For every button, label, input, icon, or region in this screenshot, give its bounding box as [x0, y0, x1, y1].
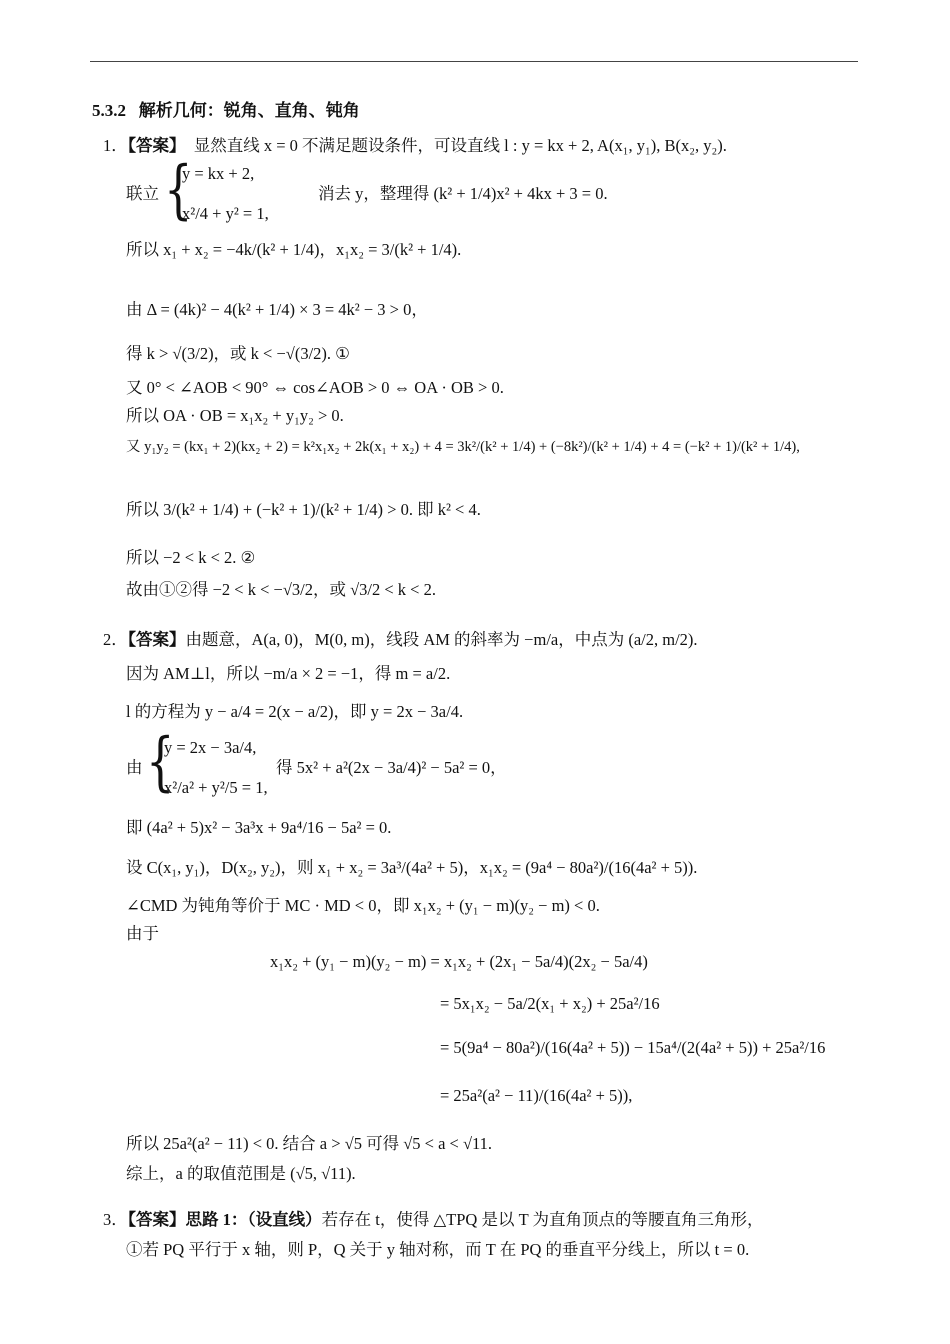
- p2-line-7: ∠CMD 为钝角等价于 MC · MD < 0，即 x₁x₂ + (y₁ − m)(y₂ − m) < 0.: [126, 896, 600, 915]
- p2-derivation-3: = 5(9a⁴ − 80a²)/(16(4a² + 5)) − 15a⁴/(2(4a² + 5)) + 25a²/16: [440, 1038, 826, 1057]
- p1-line-5: 得 k > √(3/2)，或 k < −√(3/2). ①: [126, 344, 350, 363]
- p2-text-1: 由题意，A(a, 0)，M(0, m)，线段 AM 的斜率为 −m/a，中点为 (a/2, m/2).: [185, 630, 698, 649]
- p2-system-result: 得 5x² + a²(2x − 3a/4)² − 5a² = 0，: [276, 758, 507, 777]
- p2-derivation-2: = 5x₁x₂ − 5a/2(x₁ + x₂) + 25a²/16: [440, 994, 660, 1013]
- p1-line-8: 又 y₁y₂ = (kx₁ + 2)(kx₂ + 2) = k²x₁x₂ + 2k(x₁ + x₂) + 4 = 3k²/(k² + 1/4) + (−8k²)/(k² + 1/4) + 4 = (−k² + 1)/(k² + 1/4),: [126, 439, 800, 455]
- p2-line-6: 设 C(x₁, y₁)，D(x₂, y₂)，则 x₁ + x₂ = 3a³/(4a² + 5)，x₁x₂ = (9a⁴ − 80a²)/(16(4a² + 5)).: [126, 858, 698, 877]
- p2-derivation-4: = 25a²(a² − 11)/(16(4a² + 5)),: [440, 1086, 633, 1105]
- p2-system-label: 由: [126, 758, 143, 777]
- p1-system-brace: {: [164, 153, 193, 227]
- p3-number: 3．: [103, 1210, 128, 1229]
- p1-number: 1．: [103, 136, 128, 155]
- p1-text-1: 显然直线 x = 0 不满足题设条件，可设直线 l : y = kx + 2, A(x₁, y₁), B(x₂, y₂).: [193, 136, 727, 155]
- section-number: 5.3.2: [92, 101, 126, 120]
- p3-approach: 思路 1：（设直线）: [185, 1210, 322, 1229]
- p2-system-brace: {: [146, 725, 175, 799]
- p2-number: 2．: [103, 630, 128, 649]
- p2-system-eq1: y = 2x − 3a/4,: [164, 738, 257, 757]
- p2-system-eq2: x²/a² + y²/5 = 1,: [164, 778, 268, 797]
- p1-line-10: 所以 −2 < k < 2. ②: [126, 548, 256, 567]
- p1-line-4: 由 Δ = (4k)² − 4(k² + 1/4) × 3 = 4k² − 3 > 0，: [126, 300, 428, 319]
- p1-system-eq2: x²/4 + y² = 1,: [182, 204, 269, 223]
- p2-line-9: 所以 25a²(a² − 11) < 0. 结合 a > √5 可得 √5 < a < √11.: [126, 1134, 493, 1153]
- p2-line-10: 综上，a 的取值范围是 (√5, √11).: [126, 1164, 356, 1183]
- p1-line-6: 又 0° < ∠AOB < 90° ⇔ cos∠AOB > 0 ⇔ OA · OB > 0.: [126, 378, 504, 397]
- p3-answer-tag: 【答案】: [127, 1210, 186, 1229]
- p1-answer-tag: 【答案】: [127, 136, 186, 155]
- p2-line-1: [103, 632, 698, 649]
- p2-answer-tag: 【答案】: [127, 630, 186, 649]
- p2-line-8: 由于: [126, 924, 159, 943]
- p1-system-eq1: y = kx + 2,: [182, 164, 255, 183]
- p2-line-3: l 的方程为 y − a/4 = 2(x − a/2)，即 y = 2x − 3a/4.: [126, 702, 464, 721]
- p1-line-11: 故由①②得 −2 < k < −√3/2，或 √3/2 < k < 2.: [126, 580, 436, 599]
- p1-line-9: 所以 3/(k² + 1/4) + (−k² + 1)/(k² + 1/4) > 0. 即 k² < 4.: [126, 500, 481, 519]
- p1-line-3: 所以 x₁ + x₂ = −4k/(k² + 1/4)，x₁x₂ = 3/(k² + 1/4).: [126, 240, 462, 259]
- p3-line-2: ①若 PQ 平行于 x 轴，则 P，Q 关于 y 轴对称，而 T 在 PQ 的垂直平分线上，所以 t = 0.: [126, 1240, 750, 1259]
- p2-line-5: 即 (4a² + 5)x² − 3a³x + 9a⁴/16 − 5a² = 0.: [126, 818, 392, 837]
- p3-text-1: 若存在 t，使得 △TPQ 是以 T 为直角顶点的等腰直角三角形，: [321, 1210, 764, 1229]
- p1-line-7: 所以 OA · OB = x₁x₂ + y₁y₂ > 0.: [126, 406, 344, 425]
- p3-line-1: [103, 1212, 763, 1229]
- p1-system-label: 联立: [126, 184, 159, 203]
- section-title: 解析几何：锐角、直角、钝角: [138, 101, 360, 120]
- p2-derivation-1: x₁x₂ + (y₁ − m)(y₂ − m) = x₁x₂ + (2x₁ − 5a/4)(2x₂ − 5a/4): [270, 952, 648, 971]
- section-heading: [92, 96, 360, 121]
- p1-line-1: [103, 138, 727, 155]
- p2-line-2: 因为 AM⊥l，所以 −m/a × 2 = −1，得 m = a/2.: [126, 664, 451, 683]
- p1-system-result: 消去 y，整理得 (k² + 1/4)x² + 4kx + 3 = 0.: [318, 184, 608, 203]
- header-rule: [90, 61, 858, 62]
